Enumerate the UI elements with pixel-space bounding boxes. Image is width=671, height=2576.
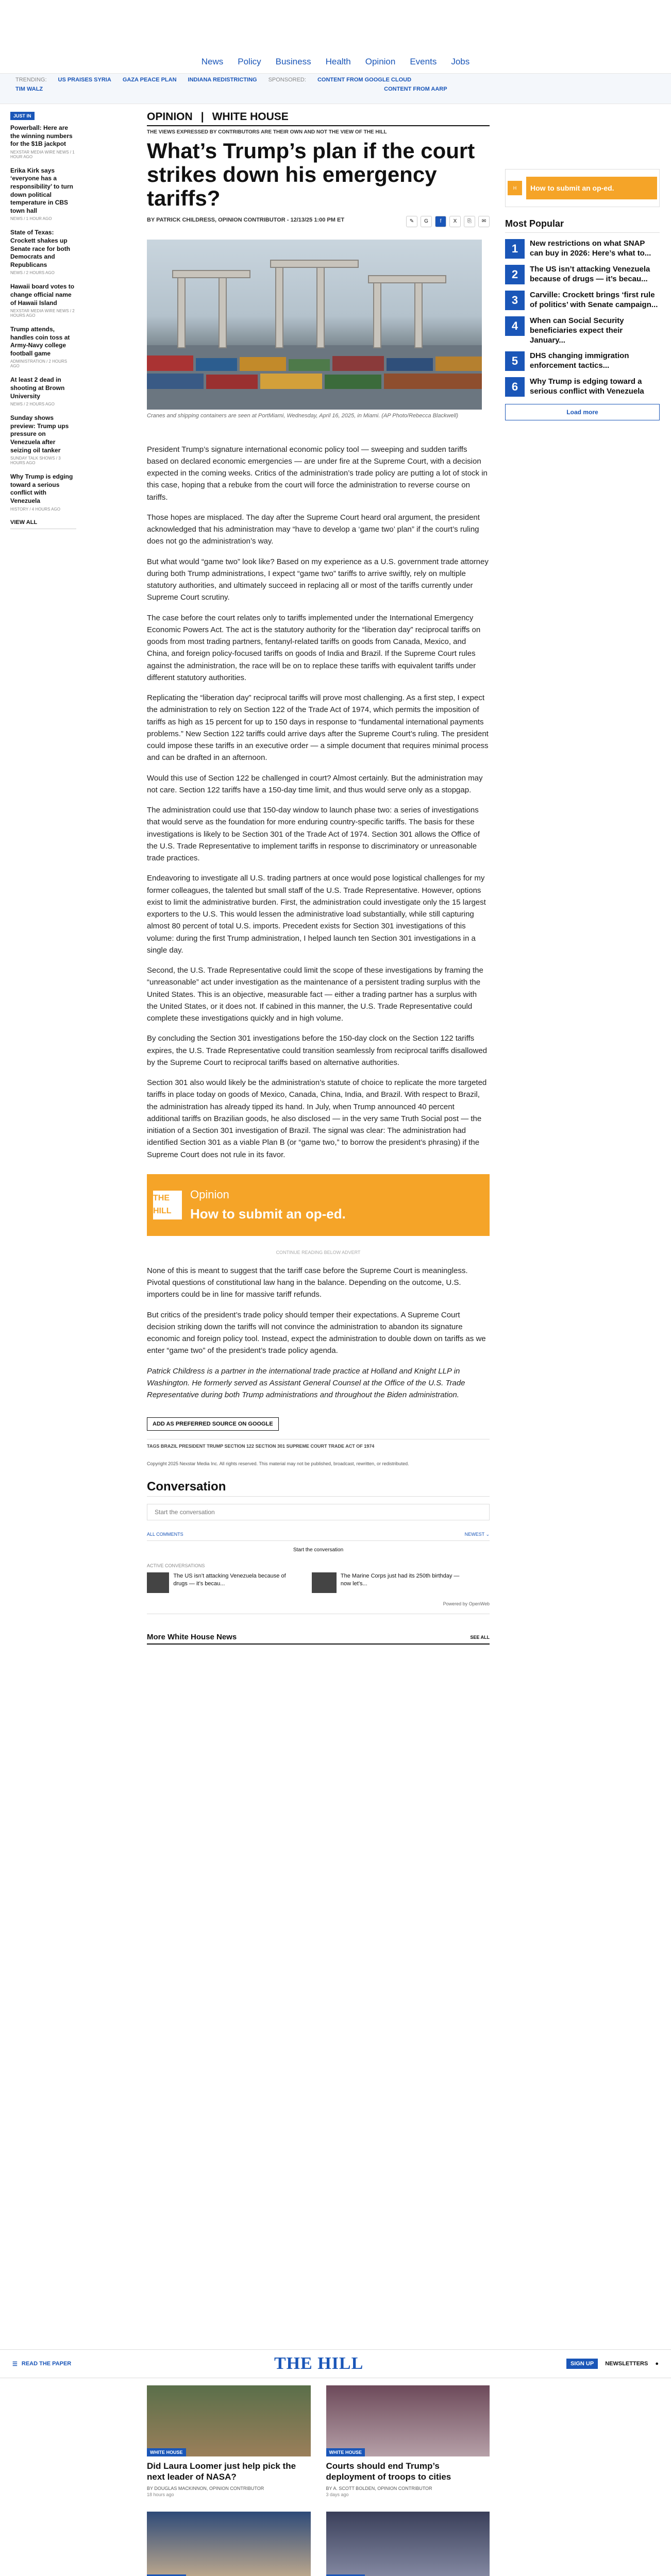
most-popular-item[interactable]: [505, 291, 660, 310]
nav-business[interactable]: Business: [275, 57, 311, 66]
oped-banner-cta: How to submit an op-ed.: [190, 1206, 346, 1222]
active-conversation-title: The US isn’t attacking Venezuela because of drugs — it’s becau...: [173, 1573, 286, 1587]
card-tag: WHITE HOUSE: [326, 2448, 365, 2456]
the-hill-logo: H: [508, 181, 522, 195]
rank-number: 2: [505, 265, 525, 284]
paragraph: Second, the U.S. Trade Representative could limit the scope of these investigations by framing the “unreasonable” act under investigation as the maintenance of a persistent trading surplus with the United States. This is an objective, measurable fact — either a trading partner has a surplus with the United States, or it does not. If cabined in this manner, the U.S. Trade Representative could complete these investigations quickly and in high volume.: [147, 966, 483, 1023]
story-meta: ADMINISTRATION / 2 HOURS AGO: [10, 359, 68, 369]
paragraph: Would this use of Section 122 be challenged in court? Almost certainly. But the administration may not care. Section 122 tariffs have a 150-day time limit, and thus would serve only as a stopgap.: [147, 773, 483, 794]
active-conversation-title: The Marine Corps just had its 250th birthday — now let’s...: [340, 1573, 460, 1587]
most-popular-item[interactable]: [505, 351, 660, 371]
thumbnail: [312, 1572, 337, 1593]
sort-dropdown[interactable]: NEWEST ⌄: [464, 1532, 490, 1537]
most-popular-title: Most Popular: [505, 218, 660, 233]
trending-item[interactable]: INDIANA REDISTRICTING: [188, 77, 257, 83]
story-meta: SUNDAY TALK SHOWS / 3 HOURS AGO: [10, 456, 61, 466]
email-icon[interactable]: ✉: [478, 216, 490, 227]
nav-news[interactable]: News: [201, 57, 224, 66]
more-news-grid: [147, 2385, 490, 2576]
x-icon[interactable]: X: [449, 216, 461, 227]
story-meta: HISTORY / 4 HOURS AGO: [10, 506, 60, 512]
trending-bar: [0, 73, 671, 104]
story-title[interactable]: Hawaii board votes to change official name of Hawaii Island: [10, 283, 75, 307]
continue-reading-note: CONTINUE READING BELOW ADVERT: [276, 1249, 361, 1255]
more-news-header: [147, 1633, 490, 1645]
trending-item[interactable]: GAZA PEACE PLAN: [122, 77, 177, 83]
comment-input[interactable]: Start the conversation: [147, 1504, 490, 1520]
breadcrumb-section[interactable]: OPINION: [147, 111, 193, 123]
sign-up-button[interactable]: SIGN UP: [566, 2359, 598, 2369]
just-in-badge: JUST IN: [10, 112, 35, 120]
disclaimer: THE VIEWS EXPRESSED BY CONTRIBUTORS ARE THEIR OWN AND NOT THE VIEW OF THE HILL: [147, 129, 387, 135]
read-paper-link[interactable]: ☰ READ THE PAPER: [12, 2361, 72, 2367]
most-popular-headline: When can Social Security beneficiaries expect their January...: [530, 316, 624, 345]
menu-icon[interactable]: ☰: [12, 2361, 18, 2367]
card-date: 3 days ago: [326, 2492, 349, 2497]
byline: BY PATRICK CHILDRESS, OPINION CONTRIBUTOR - 12/13/25 1:00 PM ET: [147, 216, 345, 223]
story-title[interactable]: At least 2 dead in shooting at Brown University: [10, 376, 65, 400]
more-news-title: More White House News: [147, 1633, 237, 1642]
google-icon[interactable]: G: [421, 216, 432, 227]
sidebar-story[interactable]: [10, 473, 76, 511]
paragraph: Section 301 also would likely be the administration’s statute of choice to replicate the more targeted tariffs in place today on goods of Mexico, Canada, China, India, and Brazil. With respect to Brazil, the administration has already tipped its hand. In July, when Trump announced 40 percent additional tariffs on Brazilian goods, he also disclosed — in the very same Truth Social post — the initiation of a Section 301 investigation of Brazil. The signal was clear: The administration had identified Section 301 as a viable Plan B (or “game two,” to borrow the president’s phrasing) if the Supreme Court does not rule in its favor.: [147, 1078, 487, 1159]
see-all-link[interactable]: SEE ALL: [470, 1634, 490, 1640]
breadcrumb-divider: |: [200, 111, 204, 123]
oped-ad[interactable]: [505, 169, 660, 207]
rank-number: 6: [505, 377, 525, 397]
nav-jobs[interactable]: Jobs: [451, 57, 470, 66]
hero-image: [147, 240, 482, 410]
trending-item[interactable]: US PRAISES SYRIA: [58, 77, 111, 83]
card-byline: BY A. SCOTT BOLDEN, OPINION CONTRIBUTOR: [326, 2485, 432, 2491]
story-title[interactable]: Trump attends, handles coin toss at Army-Navy college football game: [10, 326, 70, 357]
most-popular-item[interactable]: [505, 265, 660, 284]
sidebar-story[interactable]: [10, 124, 76, 159]
story-title[interactable]: Powerball: Here are the winning numbers for the $1B jackpot: [10, 124, 73, 148]
most-popular-headline: The US isn’t attacking Venezuela because of drugs — it’s becau...: [530, 265, 650, 283]
copyright: Copyright 2025 Nexstar Media Inc. All rights reserved. This material may not be published, broadcast, rewritten, or redistributed.: [147, 1461, 409, 1467]
rank-number: 5: [505, 351, 525, 371]
story-title[interactable]: Why Trump is edging toward a serious conflict with Venezuela: [10, 473, 73, 504]
sidebar-story[interactable]: [10, 283, 76, 318]
paragraph: President Trump’s signature international economic policy tool — sweeping and sudden tariffs based on declared economic emergencies — are under fire at the Supreme Court, with a decision expected in the coming weeks. Critics of the administration’s trade policy are putting a lot of stock in this case, hoping that a rebuke from the court will force the administration to reverse course on tariffs.: [147, 445, 488, 502]
load-more-button[interactable]: Load more: [505, 404, 660, 420]
story-title[interactable]: Sunday shows preview: Trump ups pressure on Venezuela after seizing oil tanker: [10, 414, 69, 454]
sponsored-item[interactable]: CONTENT FROM GOOGLE CLOUD: [317, 77, 412, 83]
paragraph: But critics of the president’s trade policy should temper their expectations. A Supreme Court decision striking down the tariffs will not convince the administration to abandon its signature economic and foreign policy tool. Instead, expect the administration to double down on tariffs as we enter “game two” of the president’s trade policy agenda.: [147, 1310, 486, 1355]
card-tag: [326, 2574, 365, 2576]
active-conversation[interactable]: [312, 1572, 466, 1593]
story-meta: NEWS / 2 HOURS AGO: [10, 270, 55, 276]
card-title[interactable]: Did Laura Loomer just help pick the next leader of NASA?: [147, 2461, 296, 2482]
paragraph: Replicating the “liberation day” reciprocal tariffs will prove most challenging. As a first step, I expect the administration to rely on Section 122 of the Trade Act of 1974, which permits the imposition of tariffs as high as 15 percent for up to 150 days in response to “fundamental international payments problems.” New Section 122 tariffs could arrive days after the Supreme Court’s ruling. The president could impose these tariffs in an executive order — a simple document that requires minimal process and can be drafted in an afternoon.: [147, 693, 489, 762]
port-cranes-illustration: [147, 240, 482, 410]
nav-health[interactable]: Health: [325, 57, 351, 66]
paragraph: The administration could use that 150-day window to launch phase two: a series of investigations that would serve as the foundation for more enduring country-specific tariffs. The basis for these investigations is likely to be Section 301 of the Trade Act of 1974. Section 301 allows the Office of the U.S. Trade Representative to implement tariffs in response to discriminatory or unreasonable trade practices.: [147, 806, 480, 863]
thumbnail: [147, 1572, 169, 1593]
most-popular-item[interactable]: [505, 316, 660, 345]
submit-oped-banner[interactable]: [147, 1174, 490, 1236]
link-icon[interactable]: ⎘: [464, 216, 475, 227]
comment-tabs: [147, 1532, 490, 1541]
sticky-header: [0, 2349, 671, 2378]
sidebar-story[interactable]: [10, 229, 76, 275]
the-hill-logo: THE HILL: [153, 1191, 182, 1219]
sponsored-item[interactable]: CONTENT FROM AARP: [384, 86, 447, 92]
active-conversation[interactable]: [147, 1572, 301, 1593]
powered-by: Powered by OpenWeb: [147, 1601, 490, 1614]
breadcrumb-sub[interactable]: WHITE HOUSE: [212, 111, 289, 123]
breadcrumb: [147, 111, 490, 126]
view-all-link[interactable]: VIEW ALL: [10, 519, 76, 529]
facebook-icon[interactable]: f: [435, 216, 446, 227]
card-date: 18 hours ago: [147, 2492, 174, 2497]
active-conversations-label: ACTIVE CONVERSATIONS: [147, 1563, 205, 1569]
start-conversation: Start the conversation: [293, 1547, 344, 1553]
main-nav: [0, 52, 671, 72]
article-body: [147, 444, 490, 1401]
card-tag: [147, 2574, 186, 2576]
rank-number: 1: [505, 239, 525, 259]
card-title[interactable]: Courts should end Trump’s deployment of troops to cities: [326, 2461, 451, 2482]
news-card[interactable]: [147, 2385, 311, 2497]
card-image: [326, 2385, 490, 2456]
just-in-sidebar: [10, 111, 76, 529]
nav-events[interactable]: Events: [410, 57, 437, 66]
sponsored-label: SPONSORED:: [268, 77, 306, 83]
most-popular-headline: New restrictions on what SNAP can buy in 2026: Here’s what to...: [530, 239, 651, 258]
most-popular-item[interactable]: [505, 377, 660, 397]
trending-label: TRENDING:: [15, 77, 47, 83]
oped-banner-label: Opinion: [190, 1188, 229, 1201]
most-popular-headline: Why Trump is edging toward a serious conflict with Venezuela: [530, 377, 644, 396]
newsletters-link[interactable]: NEWSLETTERS: [605, 2361, 648, 2367]
story-meta: NEXSTAR MEDIA WIRE NEWS / 2 HOURS AGO: [10, 309, 75, 318]
the-hill-logo[interactable]: THE HILL: [274, 2354, 364, 2373]
card-image: [326, 2512, 490, 2576]
news-card[interactable]: [147, 2512, 311, 2576]
article: [147, 111, 490, 1645]
comment-icon[interactable]: ✎: [406, 216, 417, 227]
author-bio: Patrick Childress is a partner in the international trade practice at Holland and Knight LLP in Washington. He formerly served as Assistant General Counsel at the Office of the U.S. Trade Representative during both Trump administrations and throughout the Biden administration.: [147, 1366, 465, 1399]
card-image: [147, 2385, 311, 2456]
story-meta: NEXSTAR MEDIA WIRE NEWS / 1 HOUR AGO: [10, 149, 75, 159]
paragraph: Those hopes are misplaced. The day after the Supreme Court heard oral argument, the president acknowledged that his administration may “have to develop a ‘game two’ plan” if the court’s ruling does not go the administration’s way.: [147, 513, 480, 546]
news-card[interactable]: [326, 2512, 490, 2576]
most-popular-headline: DHS changing immigration enforcement tactics...: [530, 351, 629, 370]
nav-opinion[interactable]: Opinion: [365, 57, 396, 66]
story-meta: NEWS / 1 HOUR AGO: [10, 216, 52, 222]
conversation-title: Conversation: [147, 1480, 490, 1497]
image-caption: Cranes and shipping containers are seen at PortMiami, Wednesday, April 16, 2025, in Miami. (AP Photo/Rebecca Blackwell): [147, 412, 459, 419]
nav-policy[interactable]: Policy: [238, 57, 261, 66]
trending-item[interactable]: TIM WALZ: [15, 86, 43, 92]
story-meta: NEWS / 2 HOURS AGO: [10, 402, 55, 407]
card-byline: BY DOUGLAS MACKINNON, OPINION CONTRIBUTOR: [147, 2485, 264, 2491]
user-icon[interactable]: ●: [655, 2361, 659, 2367]
paragraph: None of this is meant to suggest that the tariff case before the Supreme Court is meaningless. Pivotal questions of constitutional law hang in the balance. Depending on the outcome, U.S. importers could be in line for massive tariff refunds.: [147, 1266, 468, 1299]
paragraph: By concluding the Section 301 investigations before the 150-day clock on the Section 122 tariffs expires, the U.S. Trade Representative could transition seamlessly from reciprocal tariffs disallowed by the Supreme Court to reciprocal tariffs based on alternative authorities.: [147, 1034, 488, 1067]
rank-number: 3: [505, 291, 525, 310]
right-rail: [505, 169, 660, 420]
all-comments-tab[interactable]: ALL COMMENTS: [147, 1532, 183, 1537]
oped-ad-text: How to submit an op-ed.: [526, 177, 657, 199]
card-tag: WHITE HOUSE: [147, 2448, 186, 2456]
tags: TAGS BRAZIL PRESIDENT TRUMP SECTION 122 SECTION 301 SUPREME COURT TRADE ACT OF 1974: [147, 1439, 490, 1449]
sidebar-story[interactable]: [10, 376, 76, 406]
card-image: [147, 2512, 311, 2576]
story-title[interactable]: State of Texas: Crockett shakes up Senate race for both Democrats and Republicans: [10, 229, 71, 268]
rank-number: 4: [505, 316, 525, 336]
most-popular-headline: Carville: Crockett brings ‘first rule of politics’ with Senate campaign...: [530, 291, 658, 309]
news-card[interactable]: [326, 2385, 490, 2497]
paragraph: Endeavoring to investigate all U.S. trading partners at once would pose logistical challenges for my former colleagues, the talented but small staff of the U.S. Trade Representative. However, options exist to limit the administrative burden. First, the administration could investigate only the 15 largest exporters to the U.S. This would lessen the administrative load substantially, while still capturing almost 80 percent of total U.S. imports. Precedent exists for Section 301 investigations of this volume: during the first Trump administration, I helped launch ten Section 301 investigations in a single day.: [147, 874, 486, 955]
page-title: What’s Trump’s plan if the court strikes down his emergency tariffs?: [147, 139, 475, 211]
paragraph: But what would “game two” look like? Based on my experience as a U.S. government trade attorney during both Trump administrations, I expect “game two” tariffs to arrive swiftly, rely on multiple statutory authorities, and ultimately succeed in replacing all or most of the tariffs currently under Supreme Court scrutiny.: [147, 557, 489, 602]
sidebar-story[interactable]: [10, 326, 76, 368]
add-preferred-source-button[interactable]: ADD AS PREFERRED SOURCE ON GOOGLE: [147, 1417, 279, 1431]
conversation: [147, 1480, 490, 1614]
paragraph: The case before the court relates only to tariffs implemented under the International Emergency Economic Powers Act. The act is the statutory authority for the “liberation day” reciprocal tariffs on goods from most trading partners, fentanyl-related tariffs on goods from Canada, Mexico, and China, and foreign policy-focused tariffs on goods of India and Brazil. If the Supreme Court rules against the administration, the race will be on to replace these tariffs with equivalent tariffs under different statutory authorities.: [147, 613, 481, 682]
sidebar-story[interactable]: [10, 167, 76, 222]
most-popular-item[interactable]: [505, 239, 660, 259]
story-title[interactable]: Erika Kirk says ‘everyone has a responsibility’ to turn down political temperature in CBS town hall: [10, 166, 74, 214]
sidebar-story[interactable]: [10, 414, 76, 465]
